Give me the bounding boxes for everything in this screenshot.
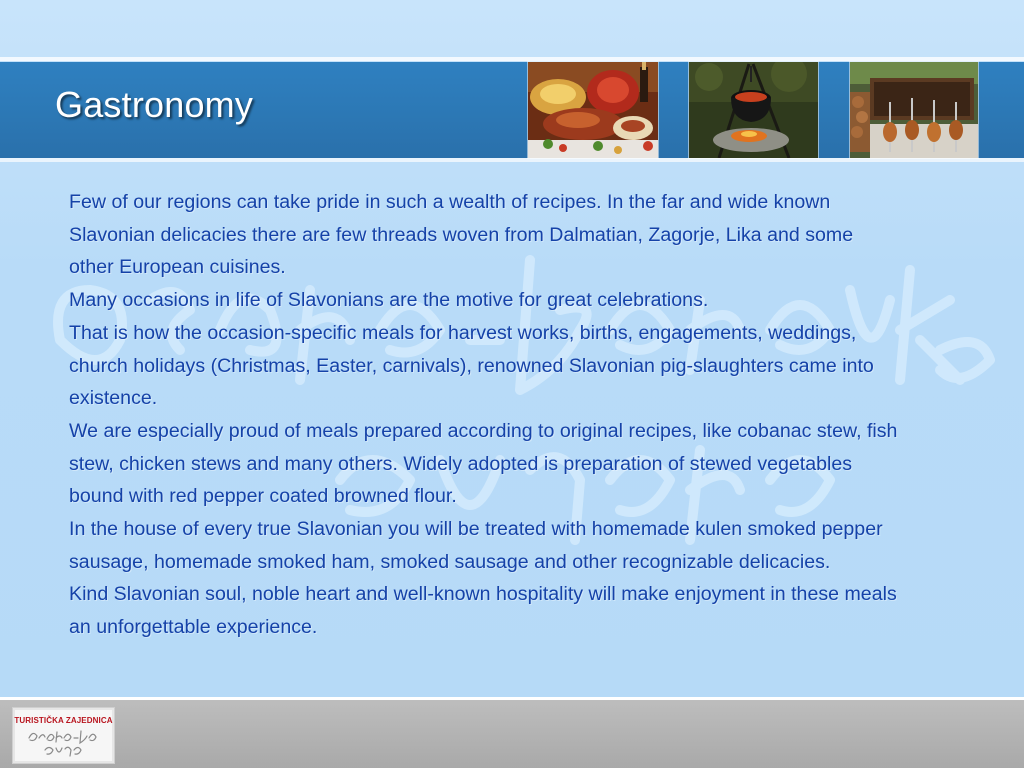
paragraph-hospitality: Kind Slavonian soul, noble heart and well-known hospitality will make enjoyment in these meals an unforgettable experience. (69, 583, 897, 639)
feast-photo (528, 62, 658, 158)
logo-script-mark (27, 728, 101, 758)
header-divider (0, 158, 1024, 162)
paragraph-kulen: In the house of every true Slavonian you will be treated with homemade kulen smoked pepper sausage, homemade smoked ham, smoked sausage and other recognizable delicacies. (69, 518, 883, 573)
top-stripe (0, 57, 1024, 61)
body-text (69, 186, 899, 644)
paragraph-meals: That is how the occasion-specific meals for harvest works, births, engagements, weddings, church holidays (Christmas, Easter, carnivals), renowned Slavonian pig-slaughters came into existence. (69, 321, 874, 410)
paragraph-recipes: Few of our regions can take pride in such a wealth of recipes. In the far and wide known Slavonian delicacies there are few threads woven from Dalmatian, Zagorje, Lika and some other European cuisines. (69, 191, 854, 279)
grill-photo (850, 62, 978, 158)
paragraph-occasions: Many occasions in life of Slavonians are the motive for great celebrations. (69, 289, 709, 312)
slide-title: Gastronomy (55, 84, 254, 125)
tourist-board-logo (12, 707, 115, 764)
logo-title: TURISTIČKA ZAJEDNICA (14, 716, 113, 725)
kettle-photo (689, 62, 818, 158)
paragraph-stews: We are especially proud of meals prepared according to original recipes, like cobanac stew, fish stew, chicken stews and many others. Widely adopted is preparation of stewed vegetables bound with red pepper coated browned flour. (69, 419, 898, 508)
footer-bar (0, 700, 1024, 768)
